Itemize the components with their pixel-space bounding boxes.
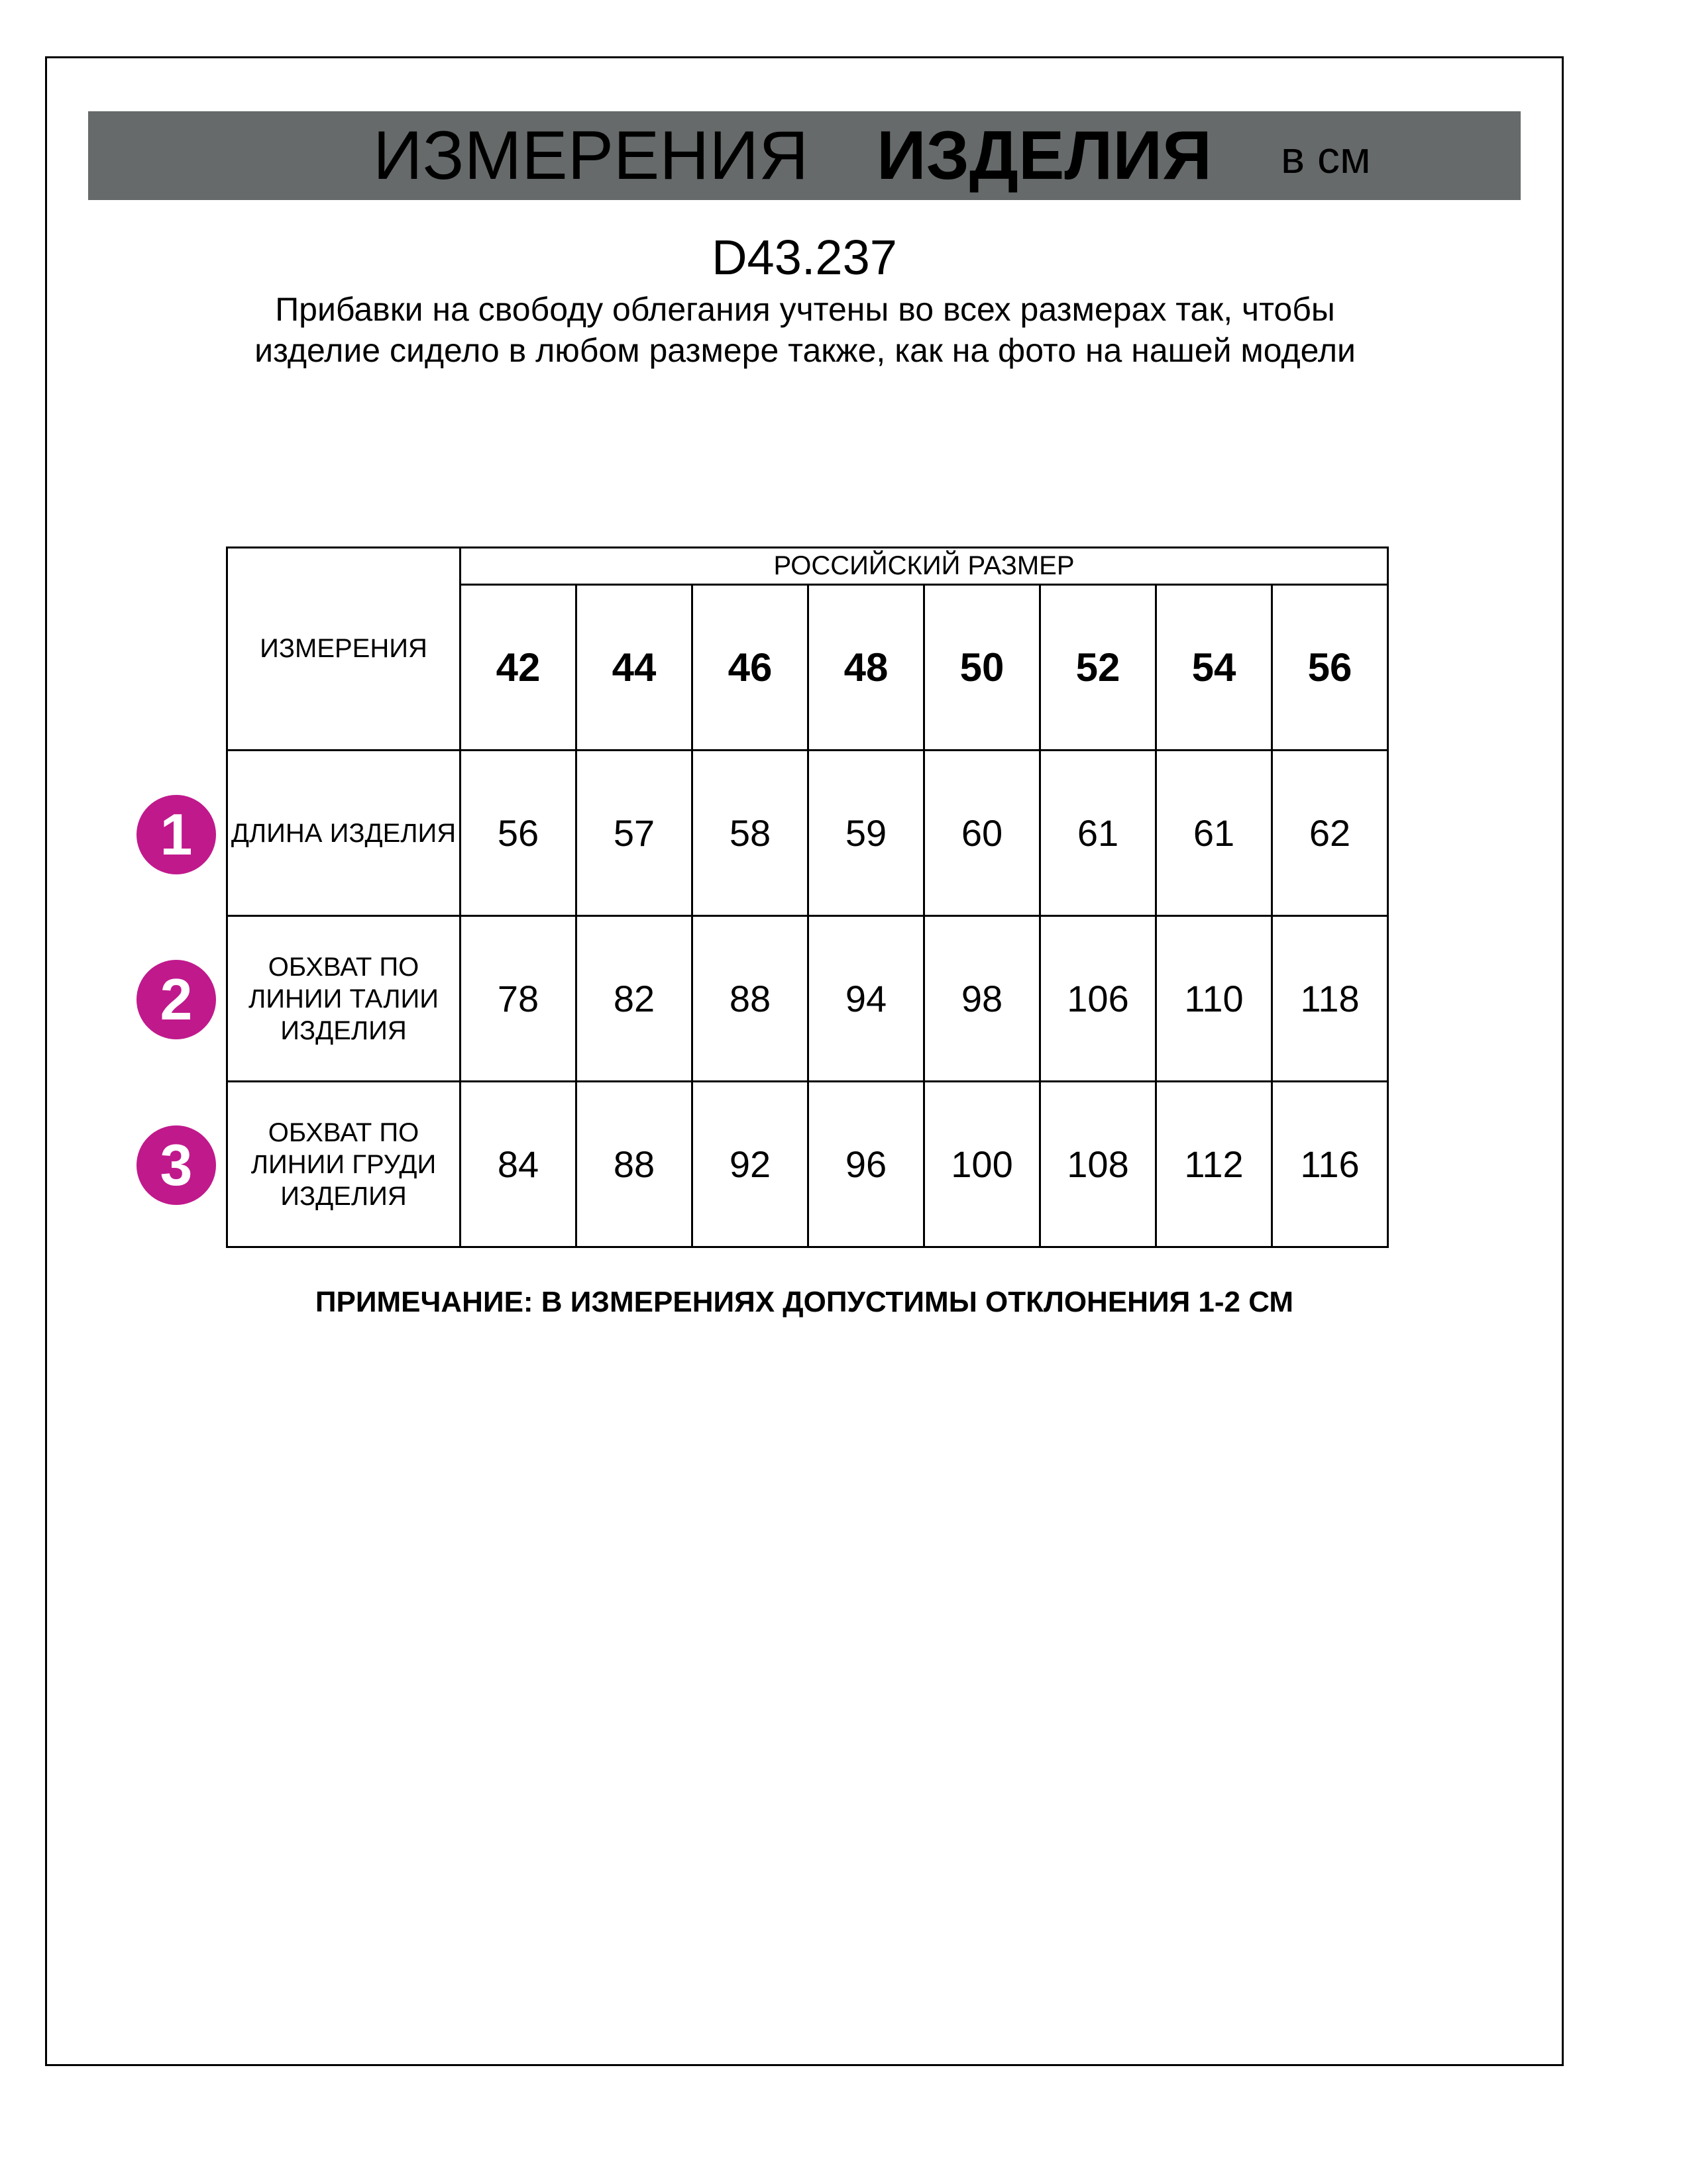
table-cell: 57: [576, 751, 692, 916]
table-cell: 116: [1272, 1082, 1388, 1247]
table-cell: 88: [576, 1082, 692, 1247]
table-cell: 106: [1040, 916, 1156, 1082]
table-cell: 56: [461, 751, 576, 916]
title-banner: [88, 111, 1521, 200]
number-badge-2: 2: [136, 960, 216, 1039]
size-header-cell: 54: [1156, 585, 1272, 751]
size-header-cell: 56: [1272, 585, 1388, 751]
table-row: [227, 916, 1388, 1082]
table-cell: 59: [808, 751, 924, 916]
size-header-cell: 48: [808, 585, 924, 751]
table-cell: 60: [924, 751, 1040, 916]
tolerance-note: ПРИМЕЧАНИЕ: В ИЗМЕРЕНИЯХ ДОПУСТИМЫ ОТКЛОНЕНИЯ 1-2 СМ: [315, 1286, 1294, 1318]
number-badge-3: 3: [136, 1125, 216, 1205]
table-cell: 61: [1040, 751, 1156, 916]
table-cell: 78: [461, 916, 576, 1082]
russian-size-header: РОССИЙСКИЙ РАЗМЕР: [461, 548, 1388, 585]
size-table: [226, 546, 1389, 1248]
table-cell: 100: [924, 1082, 1040, 1247]
table-cell: 94: [808, 916, 924, 1082]
table-cell: 82: [576, 916, 692, 1082]
row-label-chest: ОБХВАТ ПО ЛИНИИ ГРУДИ ИЗДЕЛИЯ: [227, 1082, 461, 1247]
table-cell: 61: [1156, 751, 1272, 916]
size-header-cell: 42: [461, 585, 576, 751]
table-cell: 98: [924, 916, 1040, 1082]
row-label-waist: ОБХВАТ ПО ЛИНИИ ТАЛИИ ИЗДЕЛИЯ: [227, 916, 461, 1082]
table-cell: 108: [1040, 1082, 1156, 1247]
table-cell: 58: [692, 751, 808, 916]
measurements-header: ИЗМЕРЕНИЯ: [227, 548, 461, 751]
article-number: D43.237: [712, 230, 897, 285]
title-unit: в см: [1281, 132, 1371, 183]
title-word-product: ИЗДЕЛИЯ: [877, 117, 1212, 194]
table-cell: 92: [692, 1082, 808, 1247]
table-cell: 112: [1156, 1082, 1272, 1247]
size-header-cell: 52: [1040, 585, 1156, 751]
table-cell: 88: [692, 916, 808, 1082]
fit-description: Прибавки на свободу облегания учтены во всех размерах так, чтобы изделие сидело в любом размере также, как на фото на нашей модели: [254, 291, 1356, 369]
table-cell: 62: [1272, 751, 1388, 916]
size-header-cell: 50: [924, 585, 1040, 751]
table-cell: 118: [1272, 916, 1388, 1082]
table-cell: 110: [1156, 916, 1272, 1082]
row-label-length: ДЛИНА ИЗДЕЛИЯ: [227, 751, 461, 916]
table-cell: 84: [461, 1082, 576, 1247]
table-row: [227, 1082, 1388, 1247]
number-badge-1: 1: [136, 795, 216, 874]
table-cell: 96: [808, 1082, 924, 1247]
title-word-measurements: ИЗМЕРЕНИЯ: [373, 117, 809, 194]
table-row: [227, 751, 1388, 916]
size-header-cell: 44: [576, 585, 692, 751]
size-header-cell: 46: [692, 585, 808, 751]
